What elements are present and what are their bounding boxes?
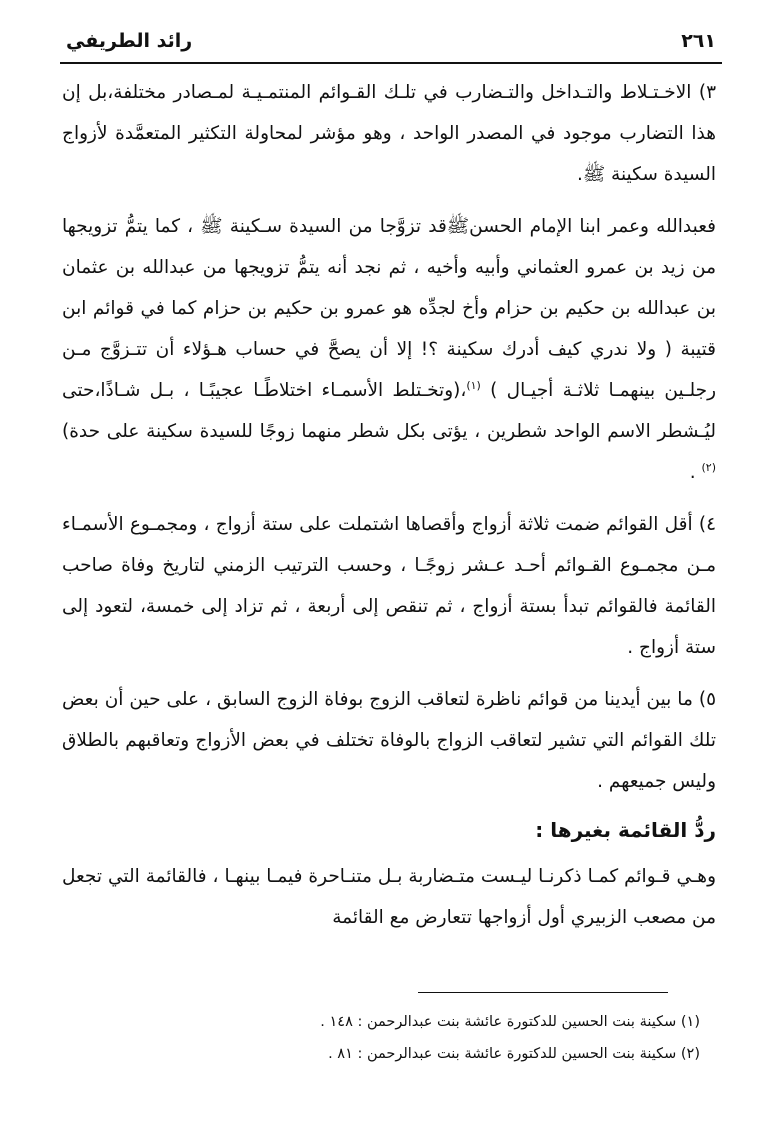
paragraph-point-4: ٤) أقل القوائم ضمت ثلاثة أزواج وأقصاها اشتملت على ستة أزواج ، ومجمـوع الأسمـاء مـن مجمـوع القـوائم أحـد عـشر زوجًـا ، وحسب الترتيب الزمني لتاريخ وفاة صاحب القائمة فالقوائم تبدأ بستة أزواج ، ثم تنقص إلى أربعة ، ثم تزاد إلى خمسة، لتعود إلى ستة أزواج . <box>62 514 716 658</box>
paragraph-lists-contradict: وهـي قـوائم كمـا ذكرنـا ليـست متـضاربة بـل متنـاحرة فيمـا بينهـا ، فالقائمة التي تجعل من مصعب الزبيري أول أزواجها تتعارض مع القائمة <box>62 866 716 928</box>
paragraph-point-5: ٥) ما بين أيدينا من قوائم ناظرة لتعاقب الزوج بوفاة الزوج السابق ، على حين أن بعض تلك القوائم التي تشير لتعاقب الزواج بالوفاة تختلف في بعض الأزواج وتعاقبهم بالطلاق وليس جميعهم . <box>62 689 716 792</box>
main-text <box>62 72 716 938</box>
footnote-1: (١) سكينة بنت الحسين للدكتورة عائشة بنت عبدالرحمن : ١٤٨ . <box>320 1014 700 1030</box>
footnote-separator <box>418 992 668 993</box>
paragraph-point-3: ٣) الاخـتـلاط والتـداخل والتـضارب في تلـك القـوائم المنتمـيـة لمـصادر مختلفة،بل إن هذا التضارب موجود في المصدر الواحد ، وهو مؤشر لمحاولة التكثير المتعمَّدة لأزواج السيدة سكينة ﷺ. <box>62 82 716 185</box>
header-rule <box>60 62 722 64</box>
footnote-ref-1: (١) <box>466 378 481 392</box>
page-number: ٢٦١ <box>681 30 716 52</box>
page-header <box>66 28 716 62</box>
footnote-2: (٢) سكينة بنت الحسين للدكتورة عائشة بنت عبدالرحمن : ٨١ . <box>328 1046 700 1062</box>
section-heading: ردُّ القائمة بغيرها : <box>535 818 716 842</box>
footnotes <box>80 1006 700 1070</box>
running-author: رائد الطريفي <box>66 30 193 52</box>
footnote-ref-2: (٢) <box>701 460 716 474</box>
paragraph-sukayna-husbands: فعبدالله وعمر ابنا الإمام الحسنﷺقد تزوَّجا من السيدة سـكينة ﷺ ، كما يتمُّ تزويجها من زيد بن عمرو العثماني وأبيه وأخيه ، ثم نجد أنه يتمُّ تزويجها من عبدالله بن عثمان بن عبدالله بن حكيم بن حزام وأخ لجدِّه هو عمرو بن حكيم بن حزام كما في قوائم ابن قتيبة ( ولا ندري كيف أدرك سكينة ؟! إلا أن يصحَّ في حساب هـؤلاء أن تتـزوَّج مـن رجلـين بينهمـا ثلاثـة أجيـال ) $^{(١)}$،(وتخـتلط الأسمـاء اختلاطًـا عجيبًـا ، بـل شـاذًا،حتى ليُـشطر الاسم الواحد شطرين ، يؤتى بكل شطر منهما زوجًا للسيدة سكينة على حدة)$^{(٢)}$ . <box>62 216 716 483</box>
